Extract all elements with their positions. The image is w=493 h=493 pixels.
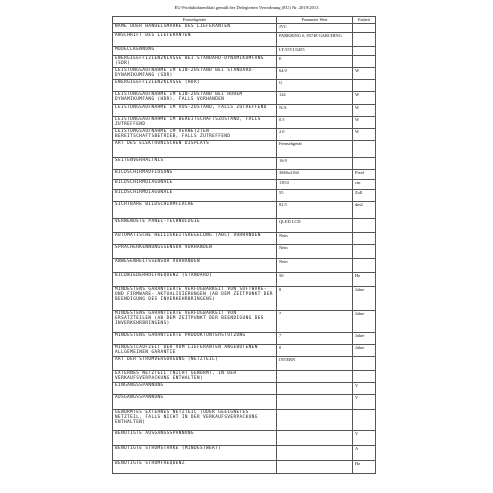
table-row — [113, 244, 376, 258]
table-row — [113, 344, 376, 356]
table-row — [113, 218, 376, 232]
table-row — [113, 169, 376, 179]
value-cell: 0.5 — [277, 116, 353, 128]
value-cell — [277, 460, 353, 473]
unit-cell: cm — [353, 179, 376, 189]
value-cell: Fernsehgerät — [277, 140, 353, 157]
parameter-cell: MODELLKENNUNG — [113, 47, 277, 56]
parameter-cell: LEISTUNGSAUFNAHME IM EIN-ZUSTAND BEI STANDARD- DYNAMIKUMFANG (SDR) — [113, 67, 277, 79]
table-row — [113, 332, 376, 344]
value-cell — [277, 430, 353, 445]
unit-cell — [353, 33, 376, 47]
value-cell — [277, 445, 353, 460]
parameter-cell: ANWESENHEITSSENSOR VORHANDEN — [113, 258, 277, 272]
value-cell: 0 — [277, 344, 353, 356]
table-row — [113, 201, 376, 218]
unit-cell: dm2 — [353, 201, 376, 218]
parameter-cell: BILDWIEDERHOLFREQUENZ (STANDARD) — [113, 272, 277, 286]
parameter-cell: SEITENVERHÄLTNIS — [113, 157, 277, 169]
value-cell: 124 — [277, 91, 353, 104]
table-row — [113, 189, 376, 201]
table-row — [113, 409, 376, 430]
unit-cell — [353, 24, 376, 33]
table-row — [113, 157, 376, 169]
value-cell: Nein — [277, 232, 353, 244]
parameter-cell: BILDSCHIRMDIAGONALE — [113, 179, 277, 189]
parameter-cell: ENERGIEEFFIZIENZKLASSE (HDR) — [113, 79, 277, 91]
unit-cell — [353, 409, 376, 430]
table-row — [113, 445, 376, 460]
parameter-cell: BILDSCHIRMAUFLÖSUNG — [113, 169, 277, 179]
value-cell: E — [277, 56, 353, 68]
value-cell: 64.9 — [277, 67, 353, 79]
table-row — [113, 272, 376, 286]
unit-cell — [353, 47, 376, 56]
value-cell: 8 — [277, 286, 353, 310]
header-value: Parameter Wert — [277, 17, 353, 24]
unit-cell: W — [353, 67, 376, 79]
table-row — [113, 232, 376, 244]
unit-cell — [353, 218, 376, 232]
parameter-cell: EINGANGSSPANNUNG — [113, 382, 277, 394]
value-cell: Nein — [277, 258, 353, 272]
value-cell: Nein — [277, 244, 353, 258]
header-unit: Einheit — [353, 17, 376, 24]
value-cell: G — [277, 79, 353, 91]
parameter-cell: BENÖTIGTE AUSGANGSSPANNUNG — [113, 430, 277, 445]
parameter-cell: MINDESTENS GARANTIERTE VERFÜGBARKEIT VON SOFTWARE- UND FIRMWARE- AKTUALISIERUNGEN (AB DEM ZEITPUNKT DER BEENDIGUNG DES INVERKEHRBRINGENS) — [113, 286, 277, 310]
table-row — [113, 33, 376, 47]
table-row — [113, 370, 376, 382]
table-header-row — [113, 17, 376, 24]
unit-cell: Jahre — [353, 344, 376, 356]
value-cell: 3840x2160 — [277, 169, 353, 179]
parameter-cell: ENERGIEEFFIZIENZKLASSE BEI STANDARD-DYNAMIKUMFANG (SDR) — [113, 56, 277, 68]
table-row — [113, 47, 376, 56]
parameter-cell: MINDESTENS GARANTIERTE PRODUKTUNTERSTÜTZUNG — [113, 332, 277, 344]
unit-cell — [353, 258, 376, 272]
value-cell: 7 — [277, 332, 353, 344]
parameter-cell: ANSCHRIFT DES LIEFERANTEN — [113, 33, 277, 47]
unit-cell — [353, 244, 376, 258]
unit-cell — [353, 232, 376, 244]
unit-cell: V — [353, 394, 376, 409]
value-cell: 16:9 — [277, 157, 353, 169]
table-row — [113, 310, 376, 332]
unit-cell — [353, 370, 376, 382]
parameter-cell: MINDESTENS GARANTIERTE VERFÜGBARKEIT VON ERSATZTEILEN (AB DEM ZEITPUNKT DER BEENDIGUNG DES INVERKEHRBRINGENS) — [113, 310, 277, 332]
unit-cell: W — [353, 128, 376, 140]
parameter-cell: ART DES ELEKTRONISCHEN DISPLAYS — [113, 140, 277, 157]
parameter-cell: LEISTUNGSAUFNAHME IM EIN-ZUSTAND BEI HOHEM DYNAMIKUMFANG (HDR), FALLS VORHANDEN — [113, 91, 277, 104]
value-cell: 82.5 — [277, 201, 353, 218]
value-cell: 7 — [277, 310, 353, 332]
unit-cell: V — [353, 382, 376, 394]
unit-cell — [353, 140, 376, 157]
value-cell: INTERN — [277, 356, 353, 370]
parameter-cell: LEISTUNGSAUFNAHME IM AUS-ZUSTAND, FALLS ZUTREFFEND — [113, 104, 277, 116]
table-row — [113, 382, 376, 394]
table-row — [113, 91, 376, 104]
value-cell: QLED LCD — [277, 218, 353, 232]
value-cell: JVC — [277, 24, 353, 33]
unit-cell: Jahre — [353, 310, 376, 332]
unit-cell — [353, 56, 376, 68]
parameter-cell: VERWENDETE PANEL-TECHNOLOGIE — [113, 218, 277, 232]
unit-cell — [353, 157, 376, 169]
parameter-cell: SPRACHERKENNUNGSSENSOR VORHANDEN — [113, 244, 277, 258]
value-cell: 2.0 — [277, 128, 353, 140]
unit-cell: V — [353, 430, 376, 445]
unit-cell: W — [353, 91, 376, 104]
unit-cell: W — [353, 104, 376, 116]
unit-cell: A — [353, 445, 376, 460]
value-cell — [277, 409, 353, 430]
value-cell — [277, 370, 353, 382]
parameter-cell: MINDESTLAUFZEIT DER VOM LIEFERANTEN ANGEBOTENEN ALLGEMEINEN GARANTIE — [113, 344, 277, 356]
parameter-cell: NAME ODER HANDELSMARKE DES LIEFERANTEN — [113, 24, 277, 33]
product-data-table — [112, 16, 376, 474]
parameter-cell: LEISTUNGSAUFNAHME IM VERNETZTEN BEREITSCHAFTSBETRIEB, FALLS ZUTREFFEND — [113, 128, 277, 140]
unit-cell — [353, 79, 376, 91]
table-row — [113, 116, 376, 128]
table-row — [113, 67, 376, 79]
table-row — [113, 104, 376, 116]
value-cell: N/A — [277, 104, 353, 116]
unit-cell: Hz — [353, 460, 376, 473]
unit-cell: Hz — [353, 272, 376, 286]
value-cell — [277, 394, 353, 409]
parameter-cell: BILDSCHIRMDIAGONALE — [113, 189, 277, 201]
parameter-cell: EXTERNES NETZTEIL (NICHT GENORMT, IN DER VERKAUFSVERPACKUNG ENTHALTEN) — [113, 370, 277, 382]
parameter-cell: BENÖTIGTE STROMSTÄRKE (MINDESTWERT) — [113, 445, 277, 460]
table-row — [113, 24, 376, 33]
table-row — [113, 56, 376, 68]
table-row — [113, 460, 376, 473]
value-cell — [277, 382, 353, 394]
unit-cell: W — [353, 116, 376, 128]
unit-cell — [353, 356, 376, 370]
parameter-cell: BENÖTIGTE STROMFREQUENZ — [113, 460, 277, 473]
parameter-cell: AUTOMATISCHE HELLIGKEITSREGELUNG (ABC) VORHANDEN — [113, 232, 277, 244]
parameter-cell: ART DER STROMVERSORGUNG (NETZTEIL) — [113, 356, 277, 370]
value-cell: 50 — [277, 272, 353, 286]
value-cell: 55 — [277, 189, 353, 201]
unit-cell: Jahre — [353, 332, 376, 344]
table-row — [113, 258, 376, 272]
table-row — [113, 179, 376, 189]
table-row — [113, 430, 376, 445]
header-parameter: Fernsehgeräte — [113, 17, 277, 24]
parameter-cell: GENORMTES EXTERNES NETZTEIL (ODER GEEIGNETES NETZTEIL, FALLS NICHT IN DER VERKAUFSVERPACKUNG ENTHALTEN) — [113, 409, 277, 430]
table-row — [113, 356, 376, 370]
parameter-cell: AUSGANGSSPANNUNG — [113, 394, 277, 409]
unit-cell: Jahre — [353, 286, 376, 310]
table-row — [113, 140, 376, 157]
value-cell: LT-55VU3455 — [277, 47, 353, 56]
unit-cell: Zoll — [353, 189, 376, 201]
parameter-cell: LEISTUNGSAUFNAHME IM BEREITSCHAFTSZUSTAND, FALLS ZUTREFFEND — [113, 116, 277, 128]
table-row — [113, 394, 376, 409]
value-cell: 139.0 — [277, 179, 353, 189]
value-cell: PARKRING 6, 85748 GARCHING — [277, 33, 353, 47]
table-row — [113, 79, 376, 91]
table-row — [113, 286, 376, 310]
unit-cell: Pixel — [353, 169, 376, 179]
page-title: EU-Produktdatenblatt gemäß der Delegierten Verordnung (EU) Nr. 2019/2013 — [174, 5, 319, 10]
table-row — [113, 128, 376, 140]
parameter-cell: SICHTBARE BILDSCHIRMFLÄCHE — [113, 201, 277, 218]
